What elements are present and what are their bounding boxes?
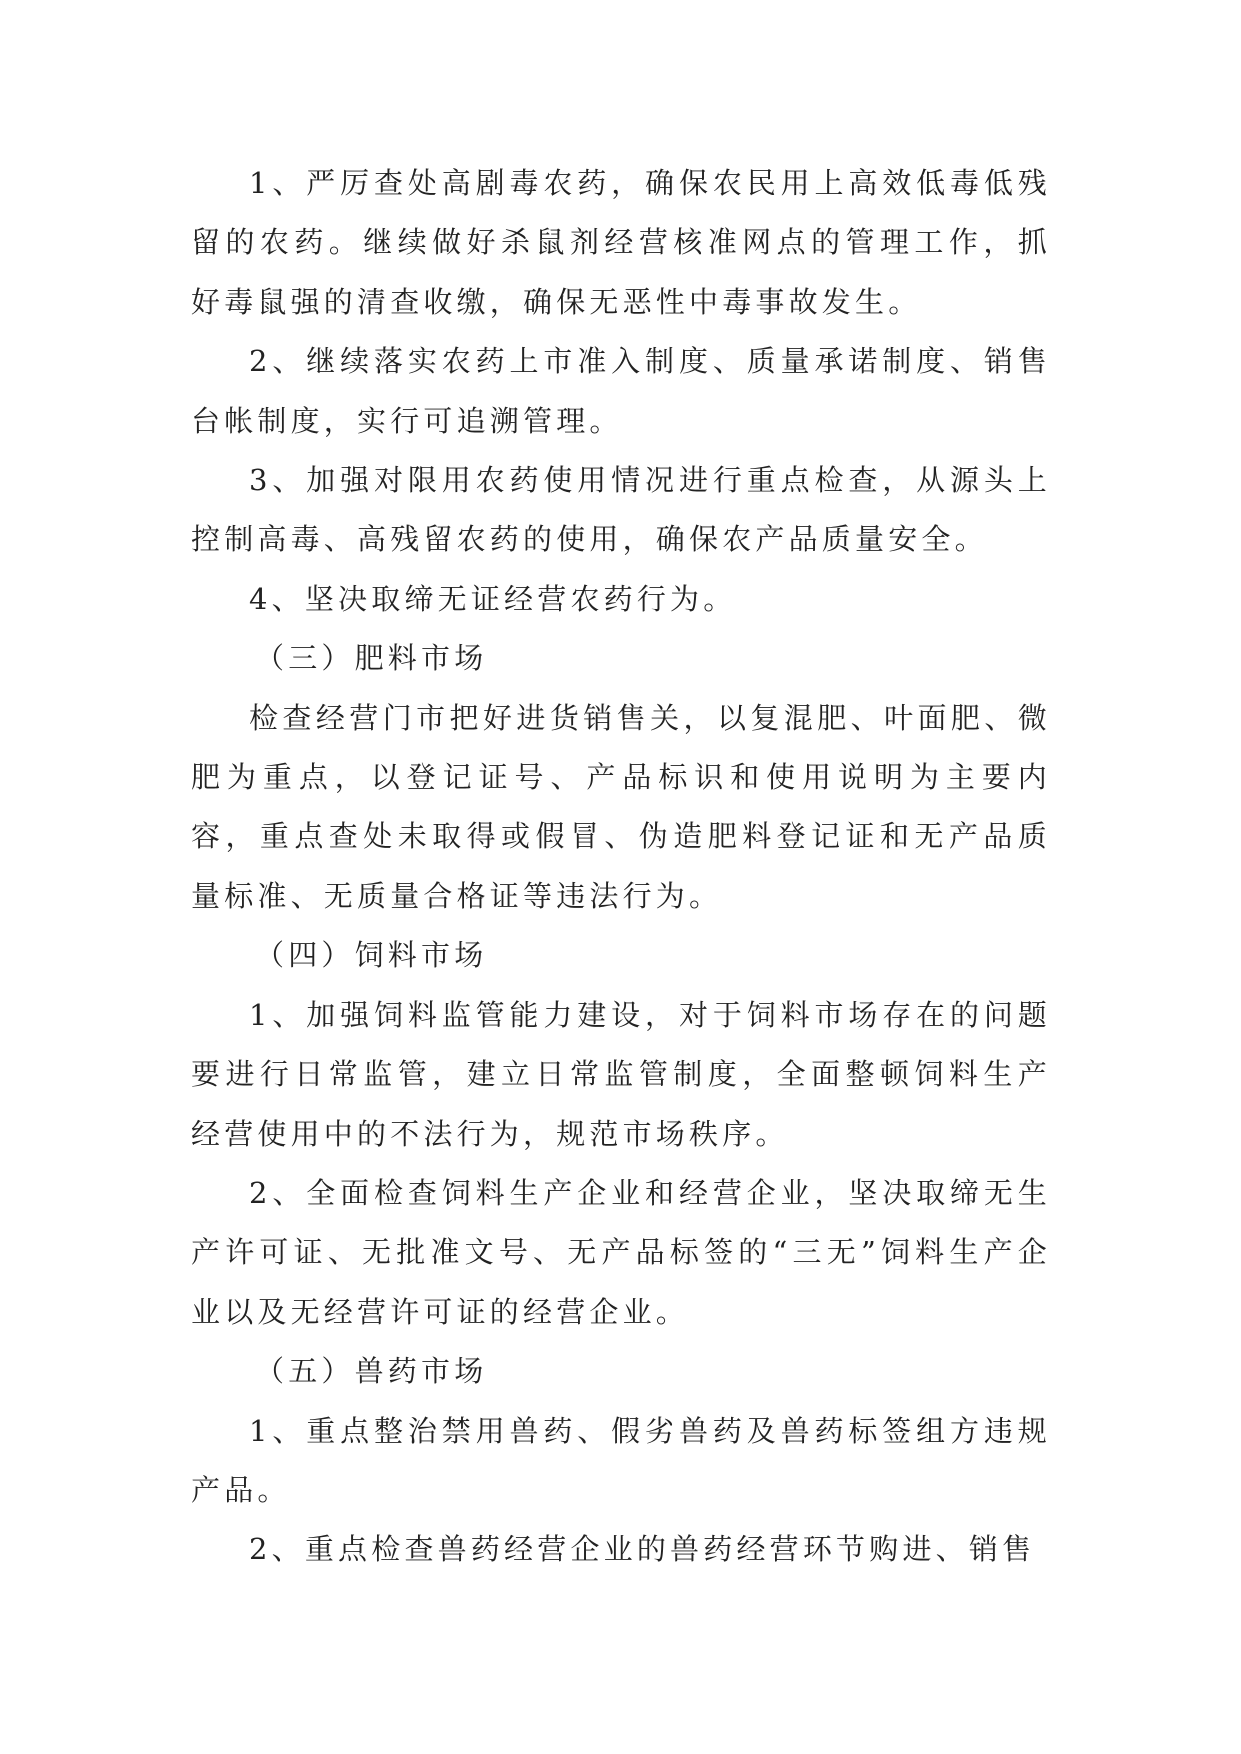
paragraph-pesticide-1: 1、严厉查处高剧毒农药，确保农民用上高效低毒低残留的农药。继续做好杀鼠剂经营核准网点的管理工作，抓好毒鼠强的清查收缴，确保无恶性中毒事故发生。 (191, 166, 1051, 319)
paragraph-pesticide-4: 4、坚决取缔无证经营农药行为。 (249, 581, 737, 616)
paragraph-veterinary-1: 1、重点整治禁用兽药、假劣兽药及兽药标签组方违规产品。 (191, 1413, 1051, 1507)
section-heading-veterinary: （五）兽药市场 (255, 1354, 488, 1389)
paragraph-pesticide-3: 3、加强对限用农药使用情况进行重点检查，从源头上控制高毒、高残留农药的使用，确保农产品质量安全。 (191, 463, 1051, 557)
paragraph-pesticide-2: 2、继续落实农药上市准入制度、质量承诺制度、销售台帐制度，实行可追溯管理。 (191, 344, 1051, 438)
paragraph-feed-2: 2、全面检查饲料生产企业和经营企业，坚决取缔无生产许可证、无批准文号、无产品标签的“三无”饲料生产企业以及无经营许可证的经营企业。 (191, 1175, 1051, 1329)
document-body (191, 154, 1051, 1580)
paragraph-veterinary-2: 2、重点检查兽药经营企业的兽药经营环节购进、销售 (249, 1532, 1036, 1567)
section-heading-feed: （四）饲料市场 (255, 938, 488, 973)
section-heading-fertilizer: （三）肥料市场 (255, 641, 488, 676)
paragraph-fertilizer: 检查经营门市把好进货销售关，以复混肥、叶面肥、微肥为重点，以登记证号、产品标识和使用说明为主要内容，重点查处未取得或假冒、伪造肥料登记证和无产品质量标准、无质量合格证等违法行为。 (191, 700, 1051, 913)
paragraph-feed-1: 1、加强饲料监管能力建设，对于饲料市场存在的问题要进行日常监管，建立日常监管制度，全面整顿饲料生产经营使用中的不法行为，规范市场秩序。 (191, 997, 1051, 1151)
